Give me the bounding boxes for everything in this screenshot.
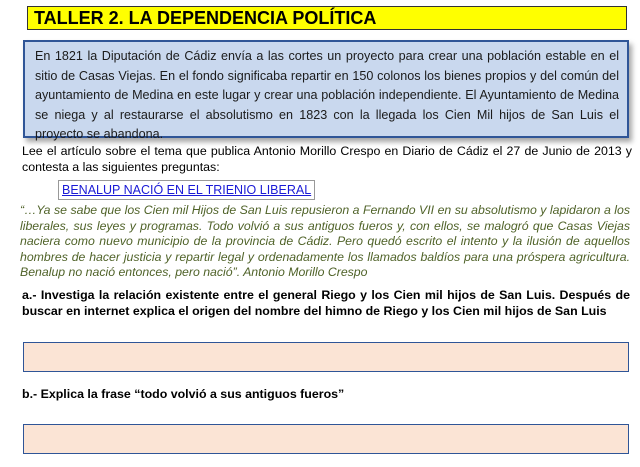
article-quote: “…Ya se sabe que los Cien mil Hijos de San Luis repusieron a Fernando VII en su absolutismo y lapidaron a los liberales, sus leyes y programas. Todo volvió a sus antiguos fueros y, con ellos, se malogró que Casas Viejas naciera como nuevo municipio de la provincia de Cádiz. Pero quedó escrito el intento y la ilusión de aquellos hombres de hacer justicia y repartir legal y ordenadamente los llamados baldíos para una próspera agricultura. Benalup no nació entonces, pero nació”. Antonio Morillo Crespo (20, 203, 630, 280)
answer-b-field[interactable] (23, 424, 629, 454)
answer-a-field[interactable] (23, 342, 629, 372)
article-link[interactable]: BENALUP NACIÓ EN EL TRIENIO LIBERAL (58, 180, 315, 200)
intro-text-box (23, 40, 629, 141)
question-b: b.- Explica la frase “todo volvió a sus antiguos fueros” (22, 387, 345, 401)
instruction-text: Lee el artículo sobre el tema que publica Antonio Morillo Crespo en Diario de Cádiz el 27 de Junio de 2013 y contesta a las siguientes preguntas: (22, 144, 632, 174)
intro-text: En 1821 la Diputación de Cádiz envía a las cortes un proyecto para crear una población estable en el sitio de Casas Viejas. En el fondo significaba repartir en 150 colonos los bienes propios y del común del ayuntamiento de Medina en este lugar y crear una población independiente. El Ayuntamiento de Medina se niega y al restaurarse el absolutismo en 1823 con la llegada los Cien Mil hijos de San Luis el proyecto se abandona. (35, 49, 619, 141)
question-a: a.- Investiga la relación existente entre el general Riego y los Cien mil hijos de San Luis. Después de buscar en internet explica el origen del nombre del himno de Riego y los Cien mil hijos de San Luis (22, 288, 630, 318)
worksheet-title: TALLER 2. LA DEPENDENCIA POLÍTICA (27, 6, 627, 30)
